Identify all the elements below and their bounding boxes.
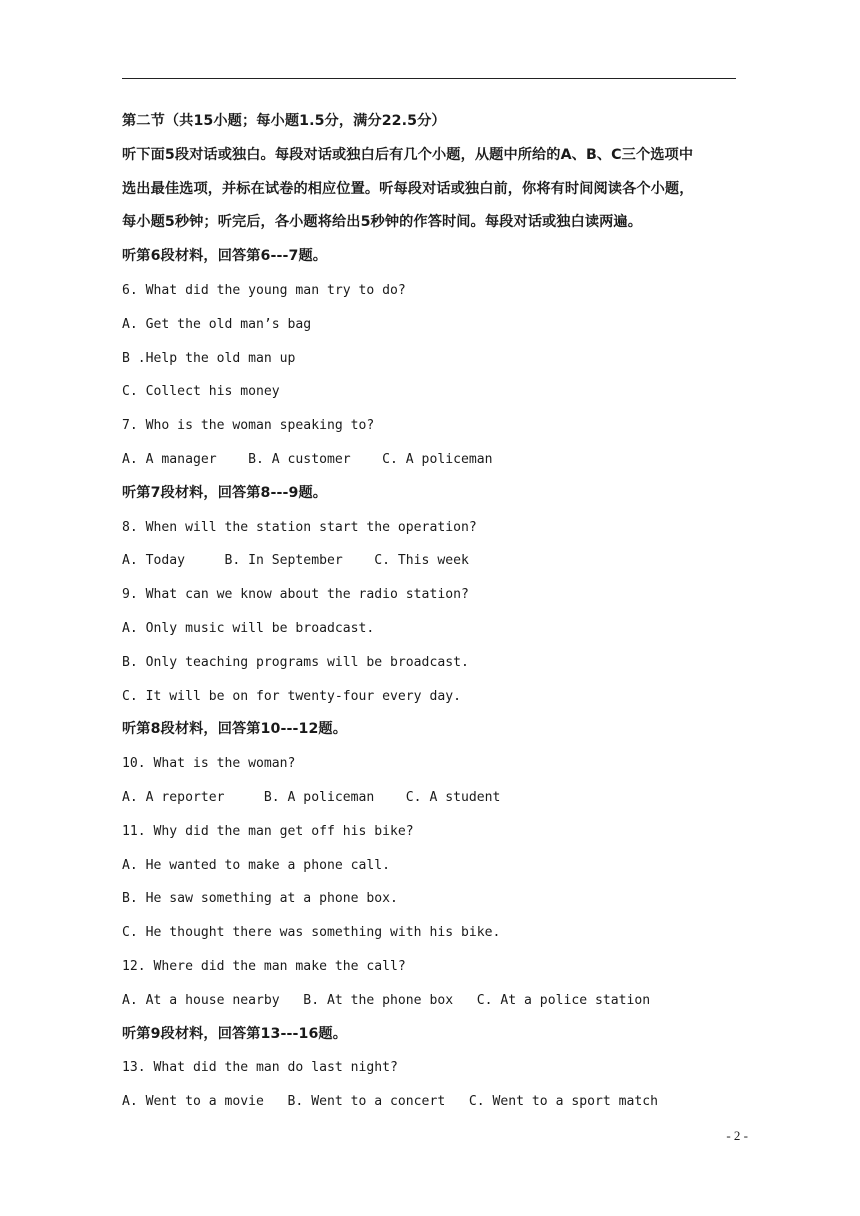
question-line: A. Get the old man’s bag	[122, 316, 312, 332]
question-line: 10. What is the woman?	[122, 756, 296, 772]
section-heading-line: 每小题5秒钟；听完后，各小题将给出5秒钟的作答时间。每段对话或独白读两遍。	[122, 214, 643, 231]
question-line: B .Help the old man up	[122, 350, 296, 366]
section-heading-line: 听下面5段对话或独白。每段对话或独白后有几个小题，从题中所给的A、B、C三个选项中	[122, 146, 694, 163]
section-heading-line: 听第9段材料，回答第13---16题。	[122, 1025, 347, 1042]
document-body	[122, 108, 742, 1122]
question-line: A. He wanted to make a phone call.	[122, 857, 391, 873]
question-line: A. Only music will be broadcast.	[122, 620, 375, 636]
section-heading-line: 选出最佳选项，并标在试卷的相应位置。听每段对话或独白前，你将有时间阅读各个小题，	[122, 180, 694, 197]
question-line: A. A reporter B. A policeman C. A student	[122, 789, 501, 805]
question-line: 8. When will the station start the operation?	[122, 519, 477, 535]
section-heading-line: 听第7段材料，回答第8---9题。	[122, 484, 328, 501]
section-heading-line: 第二节（共15小题；每小题1.5分，满分22.5分）	[122, 113, 446, 129]
question-line: C. It will be on for twenty-four every day.	[122, 688, 461, 704]
question-line: 9. What can we know about the radio station?	[122, 587, 469, 603]
question-line: 12. Where did the man make the call?	[122, 958, 406, 974]
question-line: A. Went to a movie B. Went to a concert C. Went to a sport match	[122, 1094, 659, 1110]
page-number: - 2 -	[726, 1128, 748, 1143]
question-line: 13. What did the man do last night?	[122, 1060, 398, 1076]
question-line: A. At a house nearby B. At the phone box C. At a police station	[122, 992, 651, 1008]
question-line: 11. Why did the man get off his bike?	[122, 823, 414, 839]
section-heading-line: 听第6段材料，回答第6---7题。	[122, 248, 328, 265]
question-line: A. A manager B. A customer C. A policeman	[122, 451, 493, 467]
question-line: C. He thought there was something with his bike.	[122, 925, 501, 941]
header-rule	[122, 78, 736, 79]
section-heading-line: 听第8段材料，回答第10---12题。	[122, 721, 347, 738]
question-line: A. Today B. In September C. This week	[122, 553, 469, 569]
question-line: 7. Who is the woman speaking to?	[122, 418, 375, 434]
question-line: 6. What did the young man try to do?	[122, 282, 406, 298]
question-line: C. Collect his money	[122, 384, 280, 400]
question-line: B. Only teaching programs will be broadcast.	[122, 654, 469, 670]
question-line: B. He saw something at a phone box.	[122, 891, 398, 907]
